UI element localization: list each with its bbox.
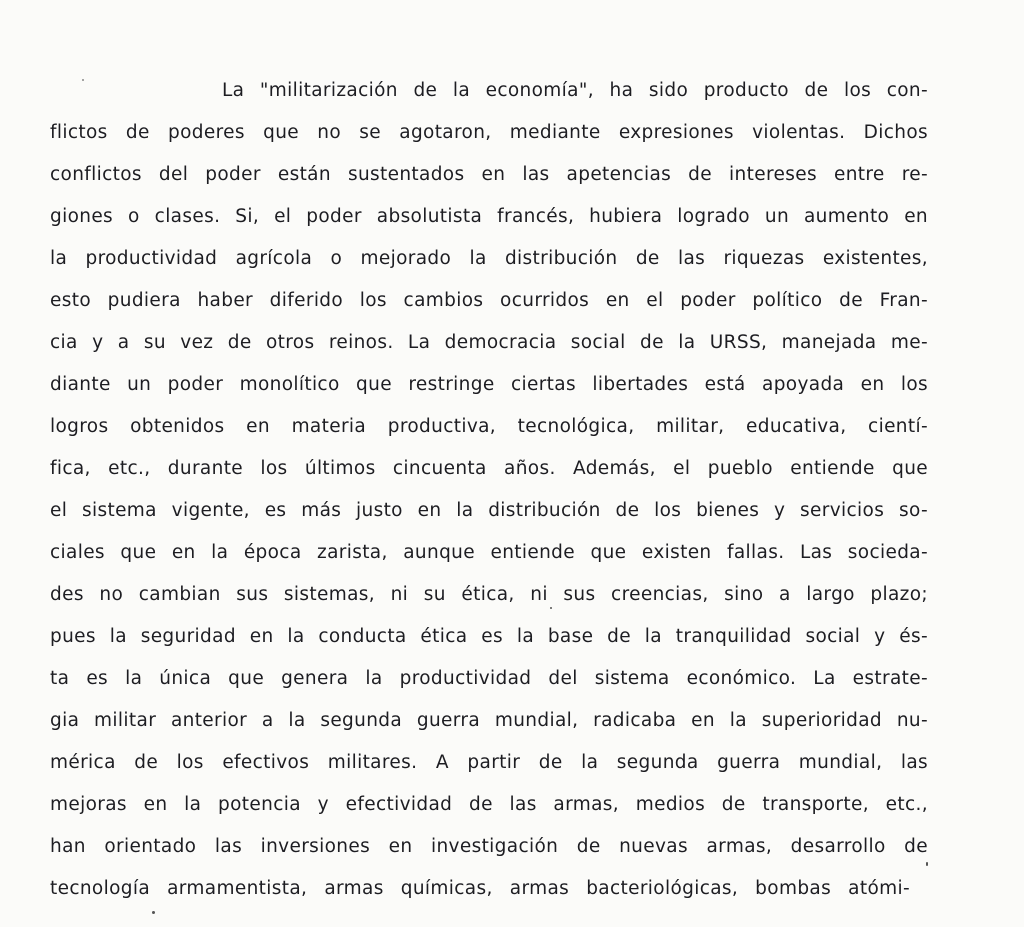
text-line-7: cia y a su vez de otros reinos. La democracia social de la URSS, manejada me- [50,332,928,353]
text-line-17: mérica de los efectivos militares. A partir de la segunda guerra mundial, las [50,752,928,773]
text-line-14: pues la seguridad en la conducta ética es la base de la tranquilidad social y és- [50,626,928,647]
paper-speck [82,79,84,81]
paper-speck [550,607,552,609]
text-line-5: la productividad agrícola o mejorado la distribución de las riquezas existentes, [50,248,928,269]
paper-speck [152,911,155,914]
text-line-19: han orientado las inversiones en investigación de nuevas armas, desarrollo de [50,836,928,857]
text-line-18: mejoras en la potencia y efectividad de las armas, medios de transporte, etc., [50,794,928,815]
paragraph [50,70,928,910]
text-line-15: ta es la única que genera la productividad del sistema económico. La estrate- [50,668,928,689]
text-line-1: La "militarización de la economía", ha sido producto de los con- [222,80,928,101]
text-line-2: flictos de poderes que no se agotaron, mediante expresiones violentas. Dichos [50,122,928,143]
text-line-13: des no cambian sus sistemas, ni su ética, ni sus creencias, sino a largo plazo; [50,584,928,605]
text-line-20: tecnología armamentista, armas químicas, armas bacteriológicas, bombas atómi- [50,878,910,899]
paper-speck [926,862,928,866]
text-line-8: diante un poder monolítico que restringe ciertas libertades está apoyada en los [50,374,928,395]
text-line-10: fica, etc., durante los últimos cincuenta años. Además, el pueblo entiende que [50,458,928,479]
text-line-16: gia militar anterior a la segunda guerra mundial, radicaba en la superioridad nu- [50,710,928,731]
text-line-11: el sistema vigente, es más justo en la distribución de los bienes y servicios so- [50,500,928,521]
text-line-12: ciales que en la época zarista, aunque entiende que existen fallas. Las socieda- [50,542,928,563]
text-line-9: logros obtenidos en materia productiva, tecnológica, militar, educativa, cientí- [50,416,928,437]
text-line-4: giones o clases. Si, el poder absolutista francés, hubiera logrado un aumento en [50,206,928,227]
text-line-6: esto pudiera haber diferido los cambios ocurridos en el poder político de Fran- [50,290,928,311]
text-line-3: conflictos del poder están sustentados en las apetencias de intereses entre re- [50,164,928,185]
